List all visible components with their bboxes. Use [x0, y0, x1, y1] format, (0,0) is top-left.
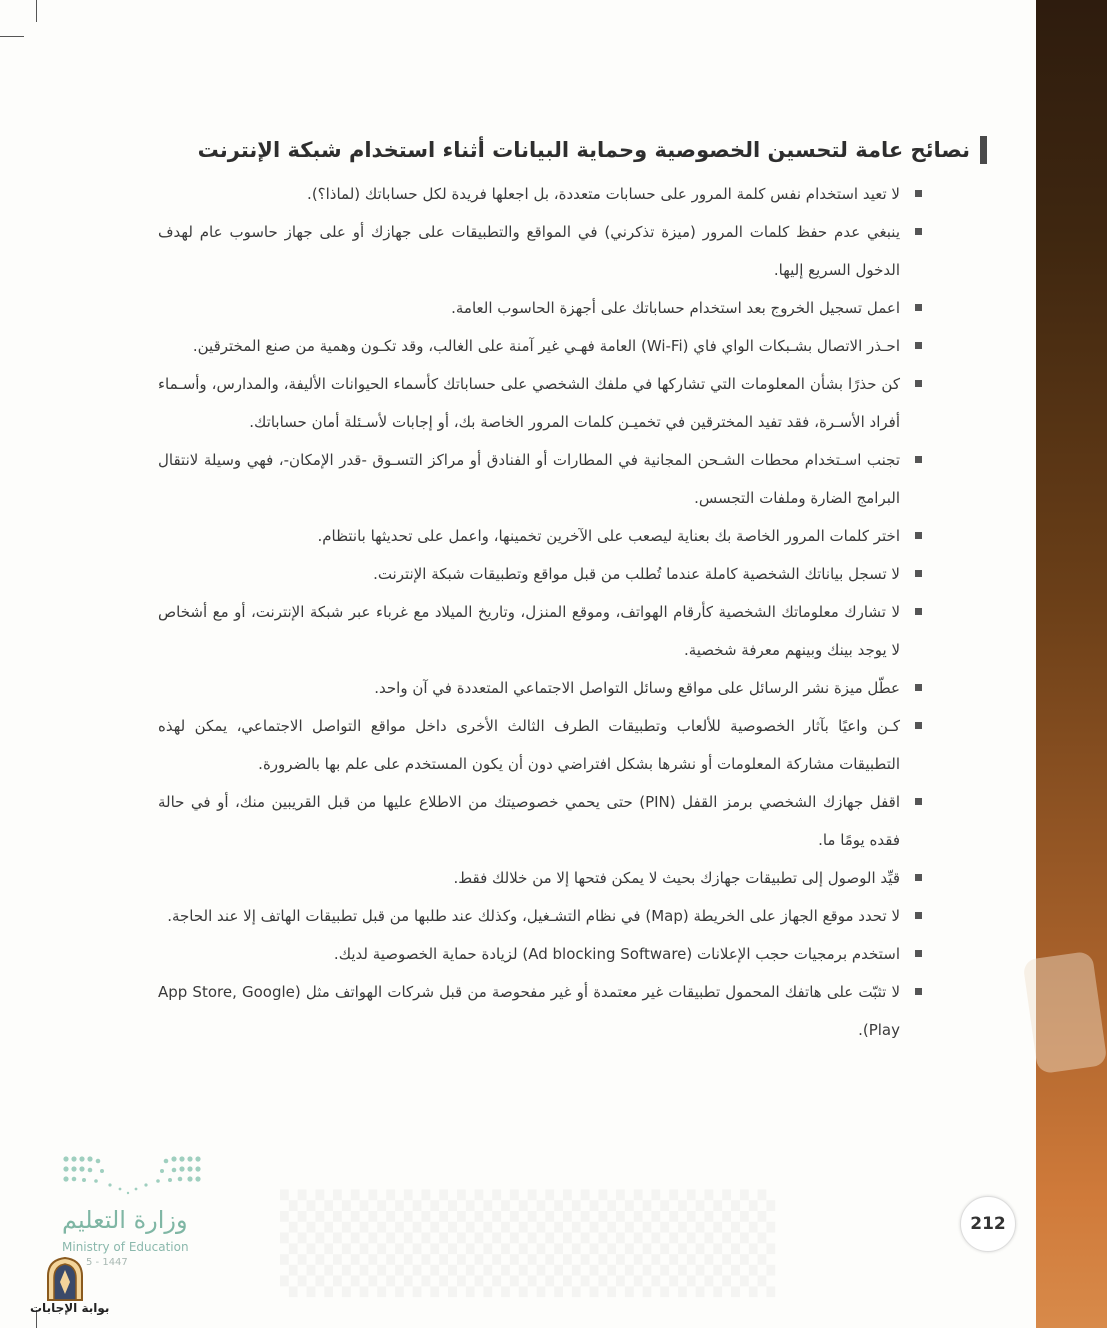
tip-text: لا تعيد استخدام نفس كلمة المرور على حسابات متعددة، بل اجعلها فريدة لكل حساباتك (لماذا؟).: [307, 185, 900, 203]
tip-item: [158, 859, 922, 897]
tip-text: لا تشارك معلوماتك الشخصية كأرقام الهواتف، وموقع المنزل، وتاريخ الميلاد مع غرباء عبر شبكة الإنترنت، أو مع أشخاص لا يوجد بينك وبينهم معرفة شخصية.: [158, 603, 900, 659]
tip-text: اختر كلمات المرور الخاصة بك بعناية ليصعب على الآخرين تخمينها، واعمل على تحديثها بانتظام.: [317, 527, 900, 545]
tip-text: قيِّد الوصول إلى تطبيقات جهازك بحيث لا يمكن فتحها إلا من خلالك فقط.: [453, 869, 900, 887]
bullet-icon: [915, 304, 922, 311]
bullet-icon: [915, 608, 922, 615]
background-watermark: [280, 1190, 775, 1297]
tip-item: [158, 289, 922, 327]
decorative-sidebar: [1036, 0, 1107, 1328]
tip-item: [158, 175, 922, 213]
portal-name: بوابة الإجابات: [30, 1301, 110, 1315]
sidebar-decoration: [1022, 951, 1107, 1075]
portal-emblem-icon: [44, 1256, 86, 1302]
ministry-name-arabic: وزارة التعليم: [62, 1206, 188, 1234]
tip-item: [158, 555, 922, 593]
bullet-icon: [915, 380, 922, 387]
tip-text: احـذر الاتصال بشـبكات الواي فاي (Wi-Fi) العامة فهـي غير آمنة على الغالب، وقد تكـون وهمية من صنع المخترقين.: [192, 337, 900, 355]
page-number: 212: [960, 1196, 1016, 1252]
tip-text: لا تسجل بياناتك الشخصية كاملة عندما تُطلب من قبل مواقع وتطبيقات شبكة الإنترنت.: [373, 565, 900, 583]
tip-text: اقفل جهازك الشخصي برمز القفل (PIN) حتى يحمي خصوصيتك من الاطلاع عليها من قبل القريبين منك، أو في حالة فقده يومًا ما.: [158, 793, 900, 849]
tip-text: ينبغي عدم حفظ كلمات المرور (ميزة تذكرني) في المواقع والتطبيقات على جهازك أو على جهاز حاسوب عام لهدف الدخول السريع إليها.: [158, 223, 900, 279]
bullet-icon: [915, 798, 922, 805]
tip-text: كن حذرًا بشأن المعلومات التي تشاركها في ملفك الشخصي على حساباتك كأسماء الحيوانات الأليفة، والمدارس، وأسـماء أفراد الأسـرة، فقد تفيد المخترقين في تخميـن كلمات المرور الخاصة بك، أو إجابات لأسـئلة أمان حساباتك.: [158, 375, 900, 431]
tip-item: [158, 669, 922, 707]
bullet-icon: [915, 228, 922, 235]
ministry-name-english: Ministry of Education: [62, 1240, 189, 1254]
bullet-icon: [915, 988, 922, 995]
tip-item: [158, 973, 922, 1049]
tip-text: لا تحدد موقع الجهاز على الخريطة (Map) في نظام التشـغيل، وكذلك عند طلبها من قبل تطبيقات الهاتف إلا عند الحاجة.: [167, 907, 900, 925]
tip-text: اعمل تسجيل الخروج بعد استخدام حساباتك على أجهزة الحاسوب العامة.: [451, 299, 900, 317]
tip-item: [158, 783, 922, 859]
bullet-icon: [915, 190, 922, 197]
bullet-icon: [915, 342, 922, 349]
bullet-icon: [915, 912, 922, 919]
tip-text: كـن واعيًا بآثار الخصوصية للألعاب وتطبيقات الطرف الثالث الأخرى داخل مواقع التواصل الاجتماعي، يمكن لهذه التطبيقات مشاركة المعلومات أو نشرها بشكل افتراضي دون أن يكون المستخدم على علم بها بالضرورة.: [158, 717, 900, 773]
section-heading: [187, 136, 987, 164]
bullet-icon: [915, 532, 922, 539]
heading-marker: [980, 136, 987, 164]
crop-mark: [36, 0, 37, 22]
bullet-icon: [915, 684, 922, 691]
tip-item: [158, 327, 922, 365]
tip-item: [158, 441, 922, 517]
bullet-icon: [915, 874, 922, 881]
tip-text: لا تثبّت على هاتفك المحمول تطبيقات غير معتمدة أو غير مفحوصة من قبل شركات الهواتف مثل (App Store, Google Play).: [158, 983, 901, 1039]
ministry-year: 5 - 1447: [86, 1257, 128, 1268]
tip-item: [158, 517, 922, 555]
tip-text: عطّل ميزة نشر الرسائل على مواقع وسائل التواصل الاجتماعي المتعددة في آن واحد.: [374, 679, 900, 697]
tip-item: [158, 935, 922, 973]
tip-item: [158, 707, 922, 783]
tip-item: [158, 213, 922, 289]
crop-mark: [0, 36, 24, 37]
tip-item: [158, 365, 922, 441]
ministry-logo-dots: [62, 1153, 202, 1203]
tip-text: استخدم برمجيات حجب الإعلانات (Ad blocking Software) لزيادة حماية الخصوصية لديك.: [333, 945, 900, 963]
bullet-icon: [915, 456, 922, 463]
bullet-icon: [915, 950, 922, 957]
tip-item: [158, 897, 922, 935]
tip-text: تجنب اسـتخدام محطات الشـحن المجانية في المطارات أو الفنادق أو مراكز التسـوق -قدر الإمكان-، فهي وسيلة لانتقال البرامج الضارة وملفات التجسس.: [158, 451, 900, 507]
bullet-icon: [915, 722, 922, 729]
bullet-icon: [915, 570, 922, 577]
tips-list: [158, 175, 922, 1049]
section-title: نصائح عامة لتحسين الخصوصية وحماية البيانات أثناء استخدام شبكة الإنترنت: [197, 138, 970, 162]
tip-item: [158, 593, 922, 669]
